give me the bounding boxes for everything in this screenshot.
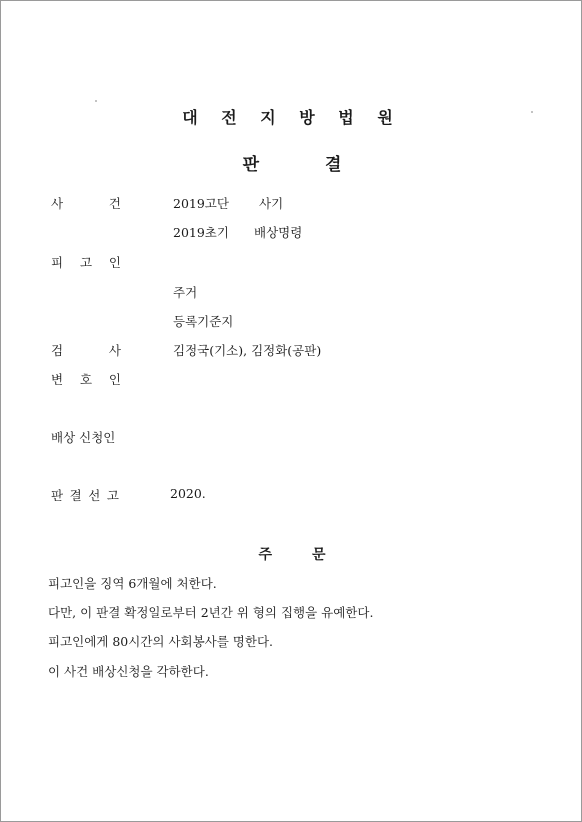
defense-counsel-label-char: 인	[108, 372, 121, 387]
registration-label: 등록기준지	[173, 314, 234, 329]
court-name: 대 전 지 방 법 원	[182, 108, 402, 127]
address-label: 주거	[173, 285, 198, 300]
case-label-char: 건	[108, 196, 121, 211]
case-name-2: 배상명령	[254, 225, 303, 240]
order-title	[1, 544, 582, 564]
defendant-label-char: 고	[79, 255, 93, 270]
defense-counsel-label-char: 변	[51, 372, 64, 387]
defendant-label-char: 피	[51, 255, 64, 270]
document-type-title	[1, 150, 582, 175]
order-line: 피고인에게 80시간의 사회봉사를 명한다.	[48, 634, 273, 649]
case-number-1: 2019고단	[173, 196, 229, 211]
case-label	[51, 194, 121, 212]
case-label-char: 사	[51, 196, 64, 211]
scan-speck	[531, 111, 533, 113]
order-line: 피고인을 징역 6개월에 처한다.	[48, 576, 217, 591]
defense-counsel-label	[51, 370, 121, 388]
judgment-date-label-char: 결	[69, 488, 82, 503]
judgment-date-label-char: 고	[106, 488, 119, 503]
judgment-date-label	[51, 486, 119, 504]
scan-speck	[95, 100, 97, 102]
document-type-char: 판	[242, 155, 259, 175]
document-type-char: 결	[325, 155, 342, 175]
defendant-label-char: 인	[108, 255, 121, 270]
prosecutor-label-char: 사	[108, 343, 121, 358]
prosecutor-value: 김정국(기소), 김정화(공판)	[173, 343, 322, 358]
compensation-applicant-label: 배상 신청인	[51, 430, 116, 445]
defense-counsel-label-char: 호	[79, 372, 93, 387]
case-name-1: 사기	[259, 196, 284, 211]
case-number-2: 2019초기	[173, 225, 229, 240]
judgment-date-label-char: 판	[51, 488, 64, 503]
order-title-char: 주	[258, 547, 272, 563]
judgment-date-label-char: 선	[88, 488, 101, 503]
prosecutor-label	[51, 341, 121, 359]
judgment-date-value: 2020.	[170, 486, 206, 501]
order-line: 다만, 이 판결 확정일로부터 2년간 위 형의 집행을 유예한다.	[48, 605, 374, 620]
prosecutor-label-char: 검	[51, 343, 64, 358]
defendant-label	[51, 253, 121, 271]
order-line: 이 사건 배상신청을 각하한다.	[48, 664, 209, 679]
order-title-char: 문	[312, 547, 326, 563]
